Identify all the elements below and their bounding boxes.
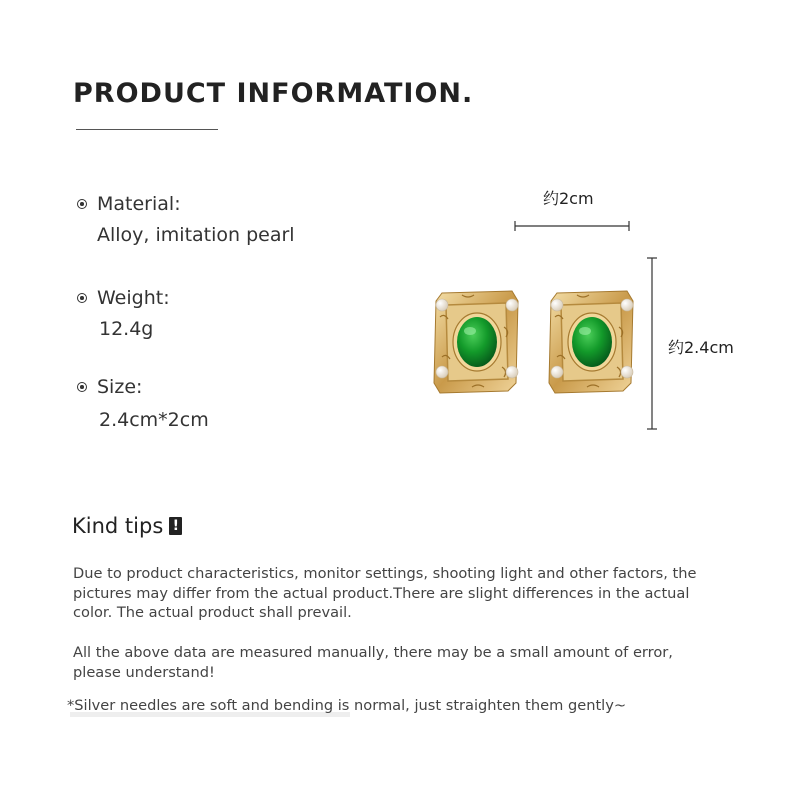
measurement-paragraph: All the above data are measured manually, there may be a small amount of error, please understand! — [73, 644, 673, 681]
weight-value: 12.4g — [99, 318, 154, 340]
left-earring — [434, 291, 518, 393]
weight-label-text: Weight: — [97, 287, 170, 309]
page-title: PRODUCT INFORMATION. — [73, 78, 474, 109]
height-dimension-label: 约2.4cm — [668, 338, 734, 357]
kind-tips-heading — [72, 514, 182, 538]
material-label-text: Material: — [97, 193, 181, 215]
earrings-image — [430, 285, 640, 397]
exclamation-icon: ! — [169, 517, 182, 535]
size-label-text: Size: — [97, 376, 143, 398]
disclaimer-paragraph: Due to product characteristics, monitor settings, shooting light and other factors, the pictures may differ from the actual product.There are slight differences in the actual color. The actual product shall prevail. — [73, 565, 697, 621]
width-dimension-label: 约2cm — [543, 189, 594, 208]
material-value: Alloy, imitation pearl — [97, 224, 295, 246]
kind-tips-title: Kind tips — [72, 514, 164, 538]
needle-note: *Silver needles are soft and bending is normal, just straighten them gently~ — [67, 697, 627, 714]
right-earring — [549, 291, 633, 393]
size-value: 2.4cm*2cm — [99, 409, 209, 431]
